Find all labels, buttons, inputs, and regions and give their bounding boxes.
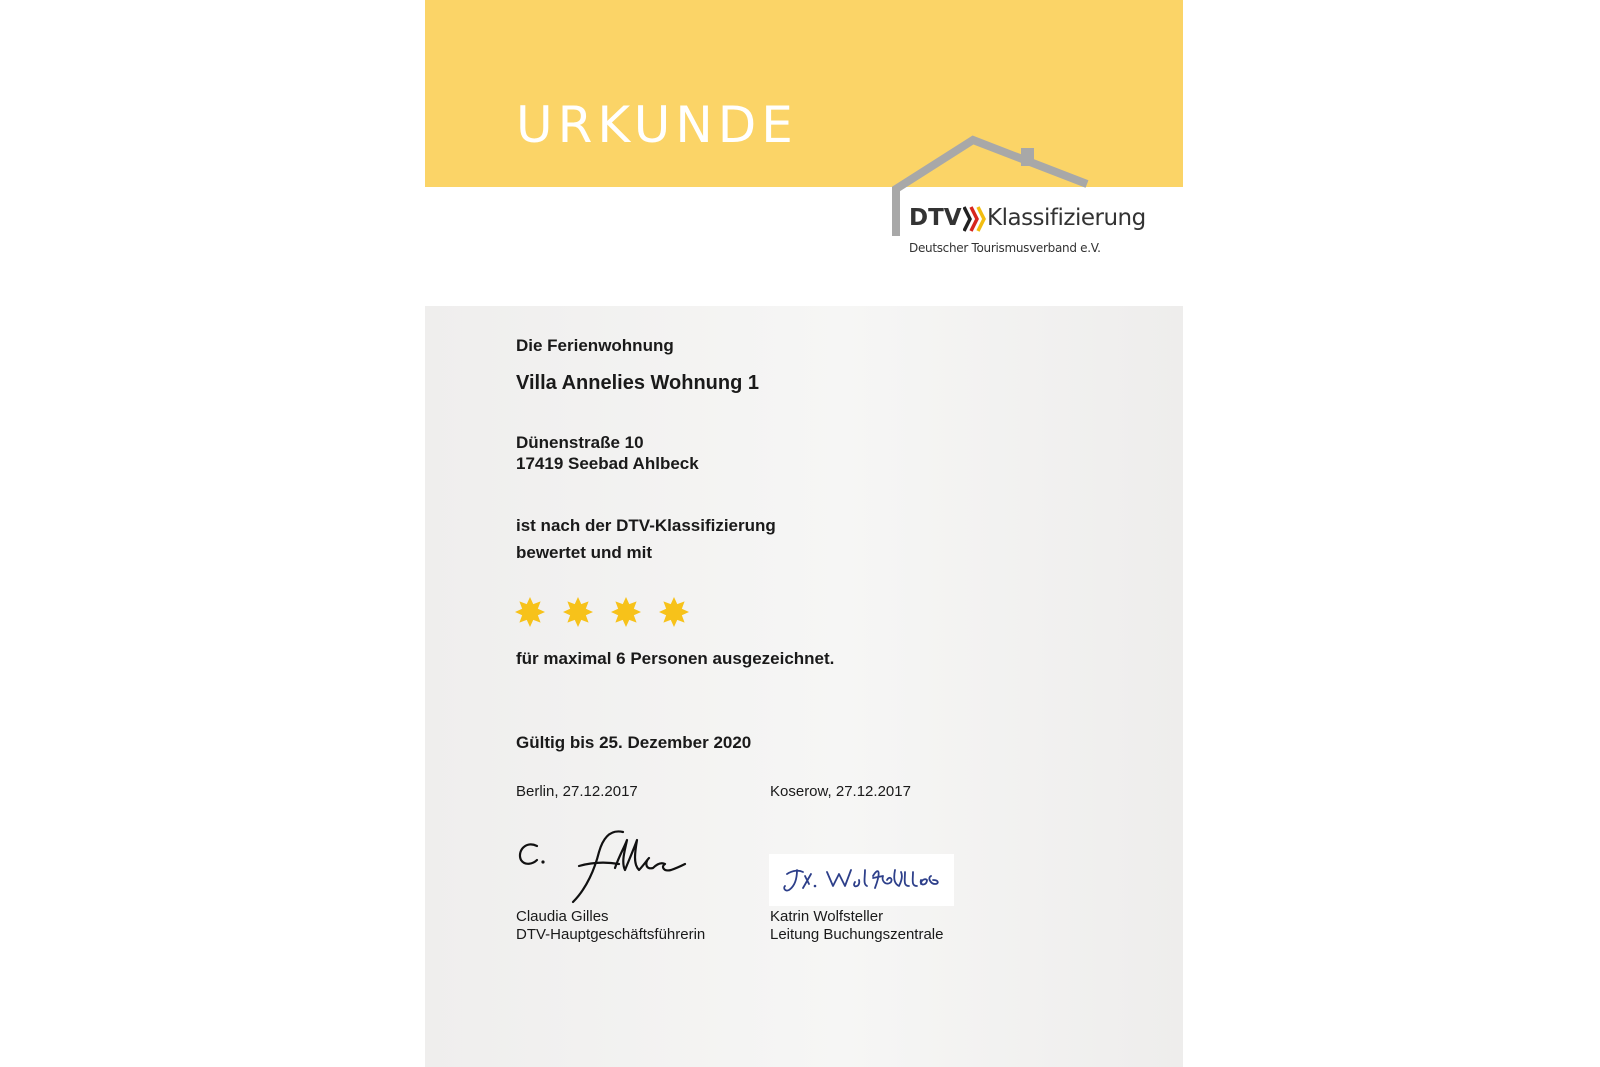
place-date-right: Koserow, 27.12.2017 [770, 783, 911, 800]
validity-text: Gültig bis 25. Dezember 2020 [516, 733, 752, 752]
statement-line-2: bewertet und mit [516, 543, 653, 562]
logo-subtitle: Deutscher Tourismusverband e.V. [909, 241, 1101, 255]
star-icon [658, 596, 690, 628]
signer-right-role: Leitung Buchungszentrale [770, 926, 944, 943]
star-icon [514, 596, 546, 628]
statement-line-1: ist nach der DTV-Klassifizierung [516, 516, 776, 535]
certificate [425, 0, 1183, 1067]
statement [516, 512, 776, 566]
signature-wolfsteller [769, 854, 954, 906]
accommodation-type: Die Ferienwohnung [516, 336, 674, 355]
place-date-left: Berlin, 27.12.2017 [516, 783, 638, 800]
signer-right-name: Katrin Wolfsteller [770, 908, 884, 925]
address-city: 17419 Seebad Ahlbeck [516, 454, 699, 473]
dtv-logo [887, 132, 1167, 262]
star-icon [562, 596, 594, 628]
flag-chevrons-icon [963, 206, 987, 232]
address-street: Dünenstraße 10 [516, 433, 644, 452]
signer-left-name: Claudia Gilles [516, 908, 609, 925]
logo-mark: DTV [909, 205, 962, 231]
logo-name: Klassifizierung [987, 205, 1146, 231]
content-panel [425, 306, 1183, 1067]
signer-right [770, 908, 943, 944]
capacity-text: für maximal 6 Personen ausgezeichnet. [516, 649, 835, 668]
certificate-title: URKUNDE [516, 96, 798, 154]
star-rating [514, 596, 690, 630]
signature-gilles [515, 826, 690, 911]
signer-left [516, 908, 705, 944]
star-icon [610, 596, 642, 628]
property-name: Villa Annelies Wohnung 1 [516, 372, 759, 394]
signer-left-role: DTV-Hauptgeschäftsführerin [516, 926, 706, 943]
address [516, 432, 699, 474]
